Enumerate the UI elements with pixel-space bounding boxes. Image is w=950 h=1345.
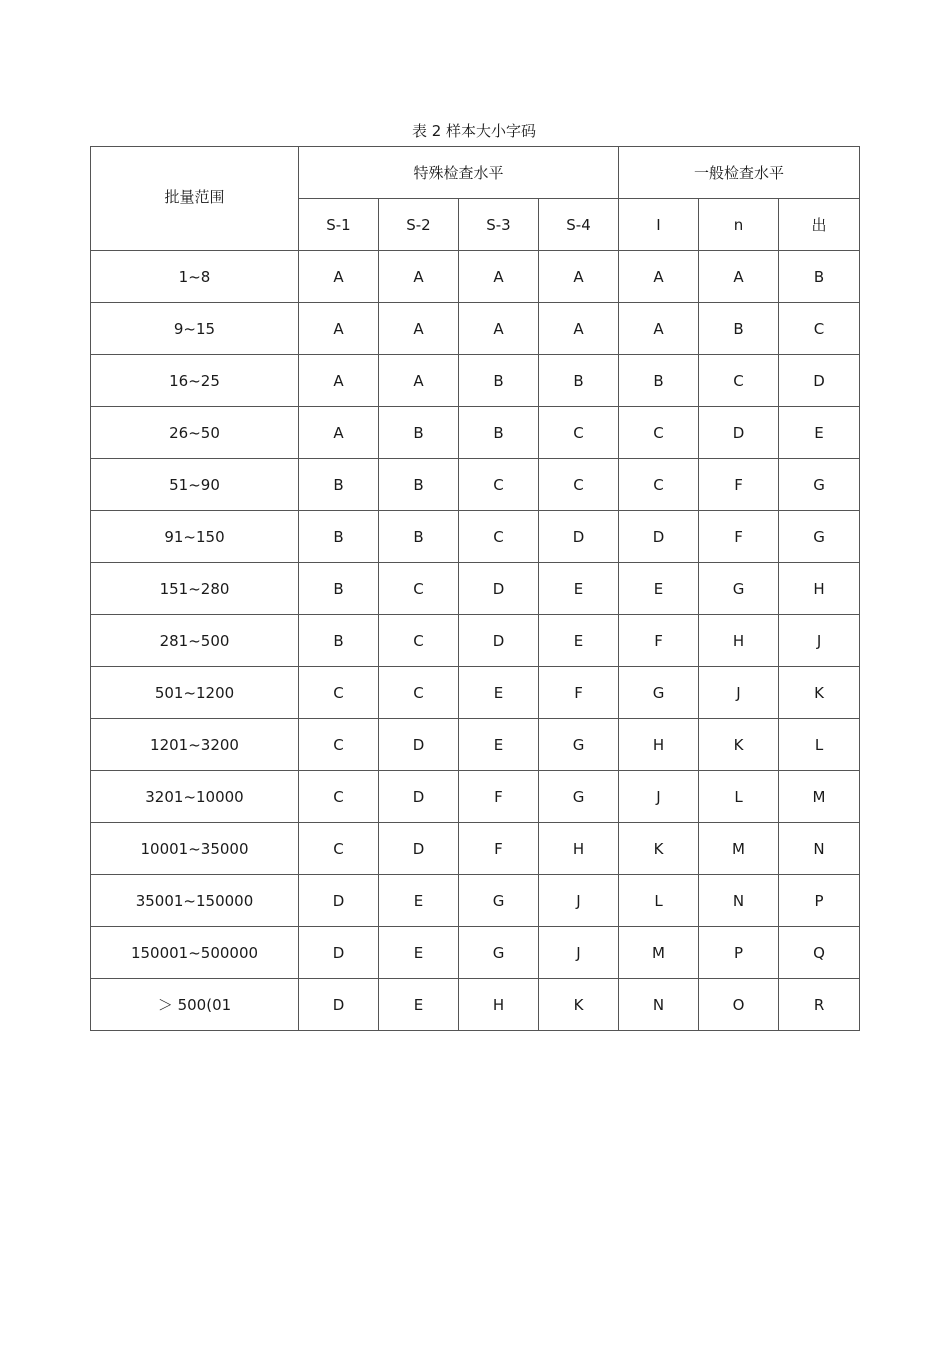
code-letter-cell: D <box>299 927 379 979</box>
code-letter-cell: B <box>379 407 459 459</box>
code-letter-cell: G <box>779 511 860 563</box>
code-letter-cell: J <box>779 615 860 667</box>
code-letter-cell: E <box>459 719 539 771</box>
code-letter-cell: D <box>379 719 459 771</box>
code-letter-cell: G <box>619 667 699 719</box>
code-letter-cell: H <box>619 719 699 771</box>
code-letter-cell: F <box>619 615 699 667</box>
code-letter-cell: F <box>539 667 619 719</box>
code-letter-cell: N <box>619 979 699 1031</box>
code-letter-cell: D <box>539 511 619 563</box>
batch-range-cell: 26~50 <box>91 407 299 459</box>
code-letter-cell: A <box>699 251 779 303</box>
batch-range-cell: 151~280 <box>91 563 299 615</box>
header-batch-range: 批量范围 <box>91 147 299 251</box>
table-row <box>91 771 860 823</box>
code-letter-cell: G <box>779 459 860 511</box>
batch-range-cell: 9~15 <box>91 303 299 355</box>
header-sub-s4: S-4 <box>539 199 619 251</box>
header-sub-s3: S-3 <box>459 199 539 251</box>
code-letter-cell: K <box>539 979 619 1031</box>
code-letter-cell: E <box>539 563 619 615</box>
code-letter-cell: A <box>379 251 459 303</box>
code-letter-cell: H <box>539 823 619 875</box>
table-row <box>91 251 860 303</box>
code-letter-cell: D <box>379 771 459 823</box>
batch-range-cell: 281~500 <box>91 615 299 667</box>
code-letter-cell: C <box>459 511 539 563</box>
code-letter-cell: H <box>459 979 539 1031</box>
table-row <box>91 303 860 355</box>
table-row <box>91 667 860 719</box>
code-letter-cell: M <box>699 823 779 875</box>
code-letter-cell: D <box>699 407 779 459</box>
code-letter-cell: L <box>699 771 779 823</box>
header-row-1 <box>91 147 860 199</box>
code-letter-cell: C <box>779 303 860 355</box>
header-sub-s2: S-2 <box>379 199 459 251</box>
batch-range-cell: 1201~3200 <box>91 719 299 771</box>
code-letter-cell: A <box>379 355 459 407</box>
batch-range-cell: 501~1200 <box>91 667 299 719</box>
code-letter-cell: K <box>699 719 779 771</box>
code-letter-cell: E <box>779 407 860 459</box>
code-letter-cell: E <box>539 615 619 667</box>
table-row <box>91 563 860 615</box>
batch-range-cell: 10001~35000 <box>91 823 299 875</box>
code-letter-cell: B <box>299 563 379 615</box>
header-special-level: 特殊检查水平 <box>299 147 619 199</box>
code-letter-cell: K <box>619 823 699 875</box>
code-letter-cell: E <box>459 667 539 719</box>
table-row <box>91 407 860 459</box>
code-letter-cell: B <box>619 355 699 407</box>
code-letter-cell: K <box>779 667 860 719</box>
batch-range-cell: 51~90 <box>91 459 299 511</box>
code-letter-cell: C <box>379 563 459 615</box>
table-row <box>91 875 860 927</box>
code-letter-cell: F <box>699 459 779 511</box>
code-letter-cell: G <box>459 875 539 927</box>
table-row <box>91 979 860 1031</box>
code-letter-cell: A <box>299 303 379 355</box>
table-row <box>91 719 860 771</box>
header-general-level: 一般检查水平 <box>619 147 860 199</box>
code-letter-cell: J <box>539 927 619 979</box>
code-letter-cell: D <box>459 615 539 667</box>
code-letter-cell: R <box>779 979 860 1031</box>
code-letter-cell: B <box>459 407 539 459</box>
code-letter-cell: D <box>779 355 860 407</box>
code-letter-cell: E <box>619 563 699 615</box>
code-letter-cell: B <box>539 355 619 407</box>
code-letter-cell: B <box>379 511 459 563</box>
header-sub-s1: S-1 <box>299 199 379 251</box>
code-letter-cell: C <box>619 459 699 511</box>
code-letter-cell: D <box>379 823 459 875</box>
code-letter-cell: G <box>539 771 619 823</box>
code-letter-cell: H <box>779 563 860 615</box>
header-sub-general-1: I <box>619 199 699 251</box>
code-letter-cell: E <box>379 927 459 979</box>
code-letter-cell: C <box>299 719 379 771</box>
batch-range-cell: ＞ 500(01 <box>91 979 299 1031</box>
code-letter-cell: A <box>539 303 619 355</box>
code-letter-cell: C <box>299 771 379 823</box>
code-letter-cell: F <box>699 511 779 563</box>
code-letter-cell: E <box>379 875 459 927</box>
header-sub-general-2: n <box>699 199 779 251</box>
code-letter-cell: H <box>699 615 779 667</box>
code-letter-cell: A <box>299 407 379 459</box>
code-letter-cell: B <box>299 615 379 667</box>
code-letter-cell: A <box>619 303 699 355</box>
code-letter-cell: A <box>619 251 699 303</box>
table-row <box>91 823 860 875</box>
table-row <box>91 459 860 511</box>
code-letter-cell: B <box>699 303 779 355</box>
code-letter-cell: D <box>299 875 379 927</box>
code-letter-cell: C <box>379 667 459 719</box>
code-letter-cell: A <box>459 303 539 355</box>
sample-size-code-table <box>90 146 860 1031</box>
code-letter-cell: B <box>299 511 379 563</box>
code-letter-cell: F <box>459 823 539 875</box>
code-letter-cell: G <box>699 563 779 615</box>
code-letter-cell: B <box>779 251 860 303</box>
table-row <box>91 355 860 407</box>
batch-range-cell: 16~25 <box>91 355 299 407</box>
code-letter-cell: G <box>459 927 539 979</box>
code-letter-cell: C <box>379 615 459 667</box>
code-letter-cell: D <box>459 563 539 615</box>
batch-range-cell: 35001~150000 <box>91 875 299 927</box>
code-letter-cell: O <box>699 979 779 1031</box>
code-letter-cell: P <box>699 927 779 979</box>
table-row <box>91 615 860 667</box>
code-letter-cell: C <box>459 459 539 511</box>
code-letter-cell: C <box>299 823 379 875</box>
code-letter-cell: A <box>539 251 619 303</box>
code-letter-cell: A <box>459 251 539 303</box>
batch-range-cell: 91~150 <box>91 511 299 563</box>
code-letter-cell: P <box>779 875 860 927</box>
code-letter-cell: N <box>779 823 860 875</box>
code-letter-cell: E <box>379 979 459 1031</box>
code-letter-cell: A <box>299 355 379 407</box>
code-letter-cell: J <box>539 875 619 927</box>
code-letter-cell: C <box>619 407 699 459</box>
code-letter-cell: N <box>699 875 779 927</box>
batch-range-cell: 1~8 <box>91 251 299 303</box>
code-letter-cell: A <box>299 251 379 303</box>
code-letter-cell: D <box>299 979 379 1031</box>
code-letter-cell: B <box>379 459 459 511</box>
code-letter-cell: Q <box>779 927 860 979</box>
code-letter-cell: L <box>619 875 699 927</box>
table-caption: 表 2 样本大小字码 <box>411 122 537 140</box>
table-row <box>91 511 860 563</box>
code-letter-cell: B <box>299 459 379 511</box>
code-letter-cell: D <box>619 511 699 563</box>
code-letter-cell: A <box>379 303 459 355</box>
code-letter-cell: G <box>539 719 619 771</box>
code-letter-cell: C <box>299 667 379 719</box>
code-letter-cell: M <box>619 927 699 979</box>
code-letter-cell: J <box>619 771 699 823</box>
code-letter-cell: C <box>539 407 619 459</box>
code-letter-cell: F <box>459 771 539 823</box>
code-letter-cell: L <box>779 719 860 771</box>
header-sub-general-3: 出 <box>779 199 860 251</box>
batch-range-cell: 150001~500000 <box>91 927 299 979</box>
code-letter-cell: J <box>699 667 779 719</box>
code-letter-cell: C <box>699 355 779 407</box>
code-letter-cell: M <box>779 771 860 823</box>
code-letter-cell: B <box>459 355 539 407</box>
code-letter-cell: C <box>539 459 619 511</box>
table-row <box>91 927 860 979</box>
batch-range-cell: 3201~10000 <box>91 771 299 823</box>
